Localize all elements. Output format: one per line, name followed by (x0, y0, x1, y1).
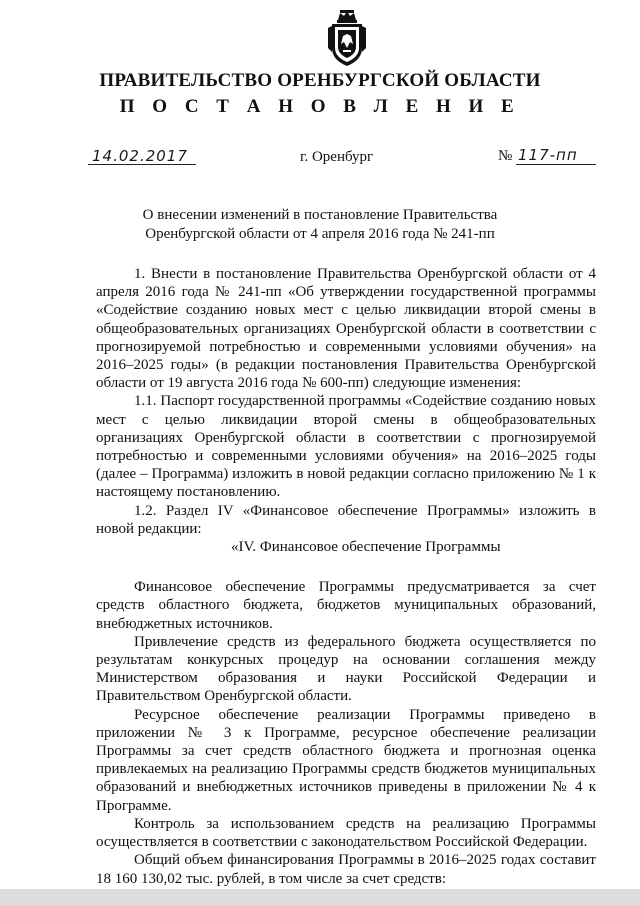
document-city: г. Оренбург (300, 149, 374, 165)
date-underline (88, 164, 196, 165)
paragraph-total-volume: Общий объем финансирования Программы в 2016–2025 годах составит 18 160 130,02 тыс. рублей, в том числе за счет средств: (96, 852, 596, 887)
subject-line-2: Оренбургской области от 4 апреля 2016 года № 241-пп (145, 226, 495, 242)
paragraph-1-2: 1.2. Раздел IV «Финансовое обеспечение Программы» изложить в новой редакции: (96, 502, 596, 537)
paragraph-federal-funds: Привлечение средств из федерального бюджета осуществляется по результатам конкурсных процедур на основании соглашения между Министерством образования и науки Российской Федерации и Правительством Оренбургской области. (96, 633, 596, 705)
section-iv-title: «IV. Финансовое обеспечение Программы (231, 539, 501, 556)
document-number: 117-пп (518, 146, 578, 164)
paragraph-resources: Ресурсное обеспечение реализации Программы приведено в приложении № 3 к Программе, ресурсное обеспечение реализации Программы за счет средств областного бюджета и прогнозная оценка привлекаемых на реализацию Программы средств бюджетов муниципальных образований и внебюджетных источников приведены в приложении № 4 к Программе. (96, 706, 596, 814)
document-number-label: № (498, 148, 513, 164)
paragraph-control: Контроль за использованием средств на реализацию Программы осуществляется в соответствии с законодательством Российской Федерации. (96, 815, 596, 851)
paragraph-1-1: 1.1. Паспорт государственной программы «Содействие созданию новых мест с целью ликвидации второй смены в общеобразовательных организациях Оренбургской области в соответствии с прогнозируемой потребностью и современными условиями обучения» на 2016–2025 годы (далее – Программа) изложить в новой редакции согласно приложению № 1 к настоящему постановлению. (96, 393, 596, 501)
number-underline (516, 164, 596, 165)
document-type-title: П О С Т А Н О В Л Е Н И Е (119, 96, 521, 117)
paragraph-financing: Финансовое обеспечение Программы предусматривается за счет средств областного бюджета, бюджетов муниципальных образований, внебюджетных источников. (96, 579, 596, 632)
coat-of-arms-icon (326, 8, 368, 68)
organization-title: ПРАВИТЕЛЬСТВО ОРЕНБУРГСКОЙ ОБЛАСТИ (99, 70, 541, 91)
document-subject (120, 206, 520, 244)
document-body (96, 265, 596, 888)
document-date: 14.02.2017 (92, 147, 188, 165)
page-bottom-strip (0, 889, 640, 905)
paragraph-1: 1. Внести в постановление Правительства Оренбургской области от 4 апреля 2016 года № 241-пп «Об утверждении государственной программы «Содействие созданию новых мест с целью ликвидации второй смены в общеобразовательных организациях Оренбургской области в соответствии с прогнозируемой потребностью и современными условиями обучения» на 2016–2025 годы» (в редакции постановления Правительства Оренбургской области от 19 августа 2016 года № 600-пп) следующие изменения: (96, 266, 596, 392)
subject-line-1: О внесении изменений в постановление Правительства (142, 207, 498, 223)
